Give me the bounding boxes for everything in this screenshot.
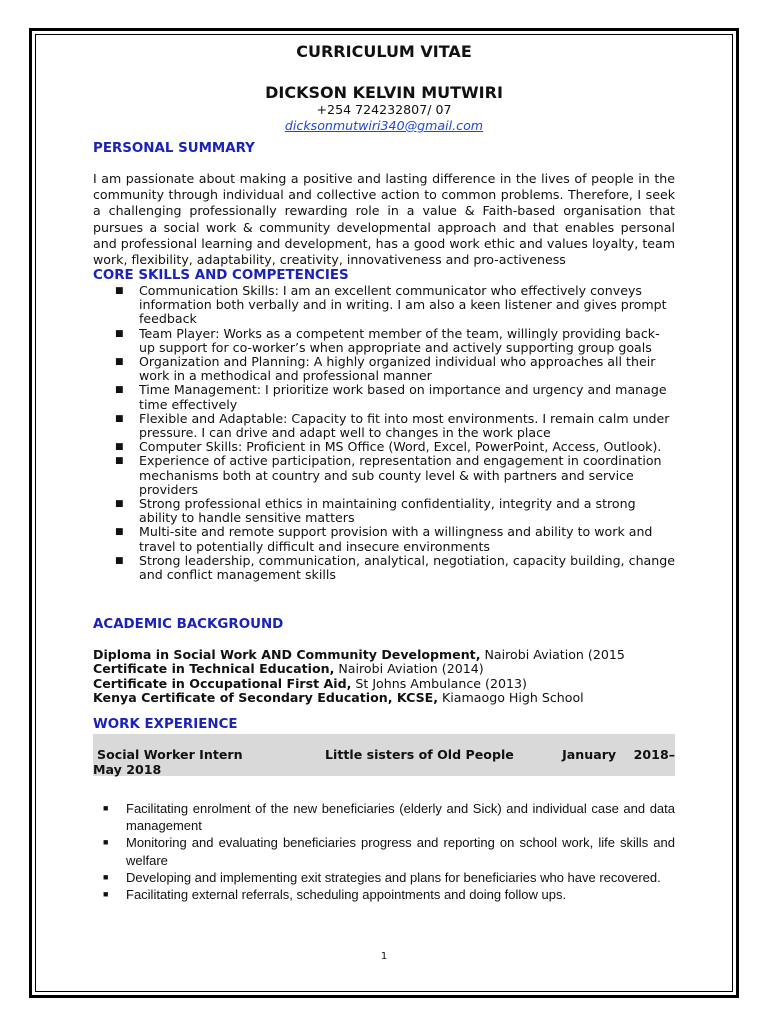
bullet-icon: ■ [115, 499, 124, 510]
document-title: CURRICULUM VITAE [296, 42, 472, 61]
list-item: ■ Experience of active participation, representation and engagement in coordination mechanisms both at country and sub county level & with partners and service providers [115, 453, 662, 497]
job-date-start: January 2018– [562, 747, 675, 762]
list-item: Certificate in Occupational First Aid, St Johns Ambulance (2013) [93, 675, 527, 691]
personal-summary-text: I am passionate about making a positive and lasting difference in the lives of people in the community through individual and collective action to common problems. Therefore, I seek a challenging professionally rewarding role in a value & Faith-based organisation that pursues a social work & community developmental approach and that enables personal and professional learning and development, has a good work ethic and values loyalty, team work, flexibility, adaptability, creativity, innovativeness and pro-activeness [93, 171, 675, 268]
list-item: ■ Time Management: I prioritize work based on importance and urgency and manage time effectively [115, 382, 667, 412]
job-date-end: May 2018 [93, 762, 162, 777]
skills-list [93, 284, 675, 582]
list-item: Diploma in Social Work AND Community Development, Nairobi Aviation (2015 [93, 647, 625, 662]
work-experience-heading: WORK EXPERIENCE [93, 717, 238, 732]
bullet-icon: ■ [103, 837, 109, 848]
bullet-icon: ■ [115, 456, 124, 467]
bullet-icon: ■ [115, 357, 124, 368]
bullet-icon: ■ [115, 413, 124, 424]
bullet-icon: ■ [115, 286, 124, 296]
list-item: ■ Developing and implementing exit strategies and plans for beneficiaries who have recovered. [103, 869, 661, 885]
bullet-icon: ■ [103, 803, 109, 813]
core-skills-heading: CORE SKILLS AND COMPETENCIES [93, 268, 349, 283]
list-item: ■ Computer Skills: Proficient in MS Office (Word, Excel, PowerPoint, Access, Outlook). [115, 439, 662, 455]
bullet-icon: ■ [103, 889, 109, 900]
candidate-name: DICKSON KELVIN MUTWIRI [265, 83, 503, 102]
list-item: ■ Strong leadership, communication, analytical, negotiation, capacity building, change and conflict management skills [115, 552, 675, 583]
list-item: ■ Multi-site and remote support provision with a willingness and ability to work and travel to potentially difficult and insecure environments [115, 524, 653, 554]
academic-heading: ACADEMIC BACKGROUND [93, 617, 284, 632]
list-item: ■ Monitoring and evaluating beneficiaries progress and reporting on school work, life skills and welfare [103, 835, 675, 868]
list-item: Certificate in Technical Education, Nairobi Aviation (2014) [93, 661, 484, 677]
email-link[interactable]: dicksonmutwiri340@gmail.com [284, 118, 484, 133]
bullet-icon: ■ [115, 328, 124, 339]
list-item: ■ Facilitating external referrals, scheduling appointments and doing follow ups. [103, 887, 567, 903]
personal-summary-heading: PERSONAL SUMMARY [93, 141, 255, 156]
page-number: 1 [380, 951, 388, 962]
job-header-bar [93, 734, 675, 776]
bullet-icon: ■ [115, 442, 124, 453]
phone-number: +254 724232807/ 07 [316, 102, 452, 117]
list-item: ■ Strong professional ethics in maintaining confidentiality, integrity and a strong ability to handle sensitive matters [115, 496, 636, 526]
bullet-icon: ■ [103, 871, 109, 882]
list-item: Kenya Certificate of Secondary Education, KCSE, Kiamaogo High School [93, 689, 584, 705]
bullet-icon: ■ [115, 385, 124, 396]
list-item: ■ Communication Skills: I am an excellent communicator who effectively conveys information both verbally and in writing. I am also a keen listener and gives prompt feedback [115, 283, 667, 327]
list-item: ■ Team Player: Works as a competent member of the team, willingly providing back-up support for co-worker’s when appropriate and actively supporting group goals [115, 325, 660, 355]
job-organisation: Little sisters of Old People [325, 747, 514, 762]
academic-list [93, 648, 675, 705]
list-item: ■ Organization and Planning: A highly organized individual who approaches all their work in a methodical and professional manner [115, 354, 656, 384]
list-item: ■ Facilitating enrolment of the new beneficiaries (elderly and Sick) and individual case and data management [103, 801, 675, 834]
bullet-icon: ■ [115, 555, 124, 566]
duties-list [93, 800, 675, 903]
bullet-icon: ■ [115, 527, 124, 538]
job-role: Social Worker Intern [97, 747, 243, 762]
list-item: ■ Flexible and Adaptable: Capacity to fit into most environments. I remain calm under pressure. I can drive and adapt well to changes in the work place [115, 410, 670, 441]
